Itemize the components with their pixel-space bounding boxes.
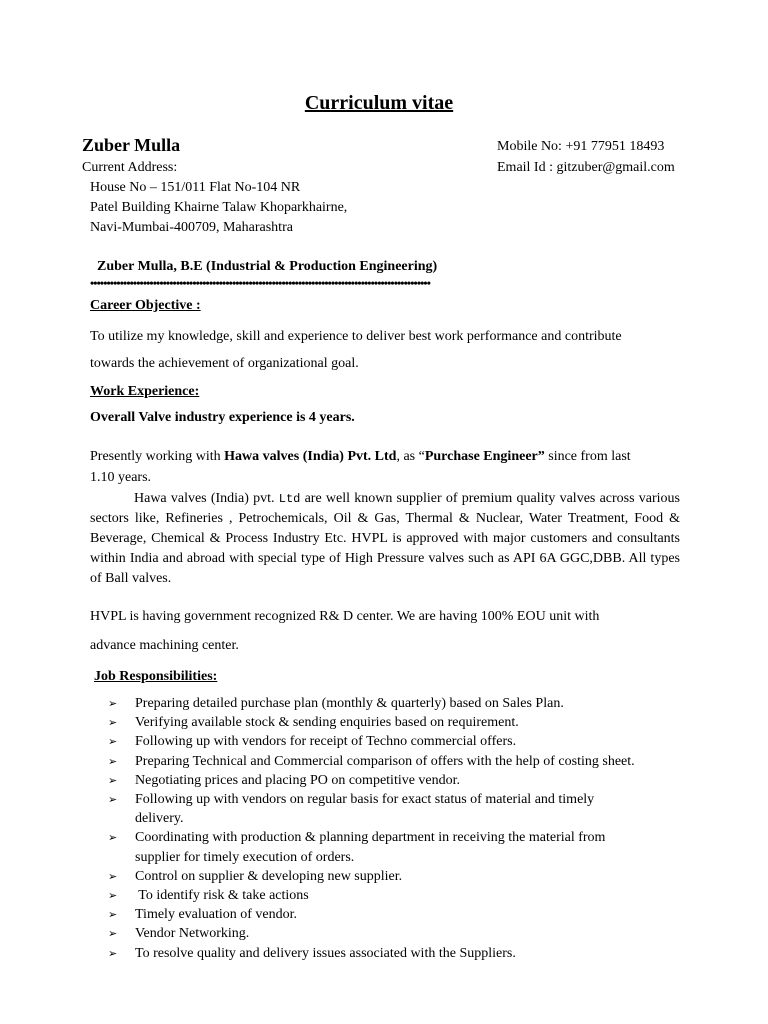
address-label: Current Address: xyxy=(82,160,178,175)
document-title: Curriculum vitae xyxy=(304,92,454,114)
arrow-bullet-icon: ➢ xyxy=(108,946,118,960)
email-id: Email Id : gitzuber@gmail.com xyxy=(497,160,675,175)
list-item: ➢ Preparing detailed purchase plan (monthly & quarterly) based on Sales Plan. xyxy=(108,694,708,713)
dotted-separator: ••••••••••••••••••••••••••••••••••••••••••••••••••••••••••••••••••••••••••••••••••••••••••••••••••••••• xyxy=(90,276,431,290)
arrow-bullet-icon: ➢ xyxy=(108,927,118,941)
hvpl-line-1: HVPL is having government recognized R& D center. We are having 100% EOU unit with xyxy=(90,609,600,624)
arrow-bullet-icon: ➢ xyxy=(108,773,118,787)
list-item: ➢ Preparing Technical and Commercial comparison of offers with the help of costing sheet. xyxy=(108,752,708,771)
arrow-bullet-icon: ➢ xyxy=(108,908,118,922)
career-objective-line-1: To utilize my knowledge, skill and experience to deliver best work performance and contribute xyxy=(90,329,622,344)
list-item: ➢ To resolve quality and delivery issues associated with the Suppliers. xyxy=(108,944,708,963)
career-objective-line-2: towards the achievement of organizational goal. xyxy=(90,356,359,371)
responsibilities-list xyxy=(108,694,708,963)
arrow-bullet-icon: ➢ xyxy=(108,869,118,883)
arrow-bullet-icon: ➢ xyxy=(108,793,118,807)
present-employment xyxy=(90,448,631,465)
present-text-3: since from last xyxy=(544,449,631,464)
overall-experience: Overall Valve industry experience is 4 years. xyxy=(90,410,355,425)
present-text-1: Presently working with xyxy=(90,449,225,464)
list-item: ➢ Negotiating prices and placing PO on competitive vendor. xyxy=(108,771,708,790)
present-text-2: , as “ xyxy=(396,449,425,464)
qualification-line: Zuber Mulla, B.E (Industrial & Production Engineering) xyxy=(97,259,438,274)
present-employment-line-2: 1.10 years. xyxy=(90,470,152,485)
list-item: ➢ Timely evaluation of vendor. xyxy=(108,905,708,924)
list-item: ➢ Following up with vendors for receipt of Techno commercial offers. xyxy=(108,732,708,751)
candidate-name: Zuber Mulla xyxy=(82,135,181,155)
job-responsibilities-heading: Job Responsibilities: xyxy=(94,669,218,684)
hvpl-line-2: advance machining center. xyxy=(90,638,239,653)
list-item: ➢ Coordinating with production & planning department in receiving the material from supplier for timely execution of orders. xyxy=(108,830,606,865)
address-line-2: Patel Building Khairne Talaw Khoparkhairne, xyxy=(90,200,348,215)
address-line-1: House No – 151/011 Flat No-104 NR xyxy=(90,180,301,195)
arrow-bullet-icon: ➢ xyxy=(108,889,118,903)
company-desc-1: Hawa valves (India) pvt. xyxy=(134,491,279,506)
company-desc-2: are well known supplier of premium quality valves across various sectors like, Refineries , Petrochemicals, Oil & Gas, Thermal & Nuclear, Water Treatment, Food & Beverage, Chemical & Process Industry Etc. HVPL is approved with major customers and consultants within India and abroad with special type of High Pressure valves such as API 6A GGC,DBB. All types of Ball valves. xyxy=(90,491,680,586)
job-role: Purchase Engineer” xyxy=(424,449,545,464)
list-item: ➢ Verifying available stock & sending enquiries based on requirement. xyxy=(108,713,708,732)
list-item: ➢ Control on supplier & developing new supplier. xyxy=(108,867,708,886)
list-item: ➢ Following up with vendors on regular basis for exact status of material and timely delivery. xyxy=(108,792,595,827)
arrow-bullet-icon: ➢ xyxy=(108,735,118,749)
company-name: Hawa valves (India) Pvt. Ltd xyxy=(224,449,397,464)
work-experience-heading: Work Experience: xyxy=(90,384,200,399)
arrow-bullet-icon: ➢ xyxy=(108,697,118,710)
company-description xyxy=(90,489,680,589)
list-item: ➢ Vendor Networking. xyxy=(108,924,708,943)
arrow-bullet-icon: ➢ xyxy=(108,716,118,730)
arrow-bullet-icon: ➢ xyxy=(108,754,118,768)
company-desc-ltd: Ltd xyxy=(278,492,301,506)
mobile-number: Mobile No: +91 77951 18493 xyxy=(497,139,665,154)
arrow-bullet-icon: ➢ xyxy=(108,831,118,845)
address-line-3: Navi-Mumbai-400709, Maharashtra xyxy=(90,220,293,235)
career-objective-heading: Career Objective : xyxy=(90,298,201,313)
list-item: ➢ To identify risk & take actions xyxy=(108,886,708,905)
